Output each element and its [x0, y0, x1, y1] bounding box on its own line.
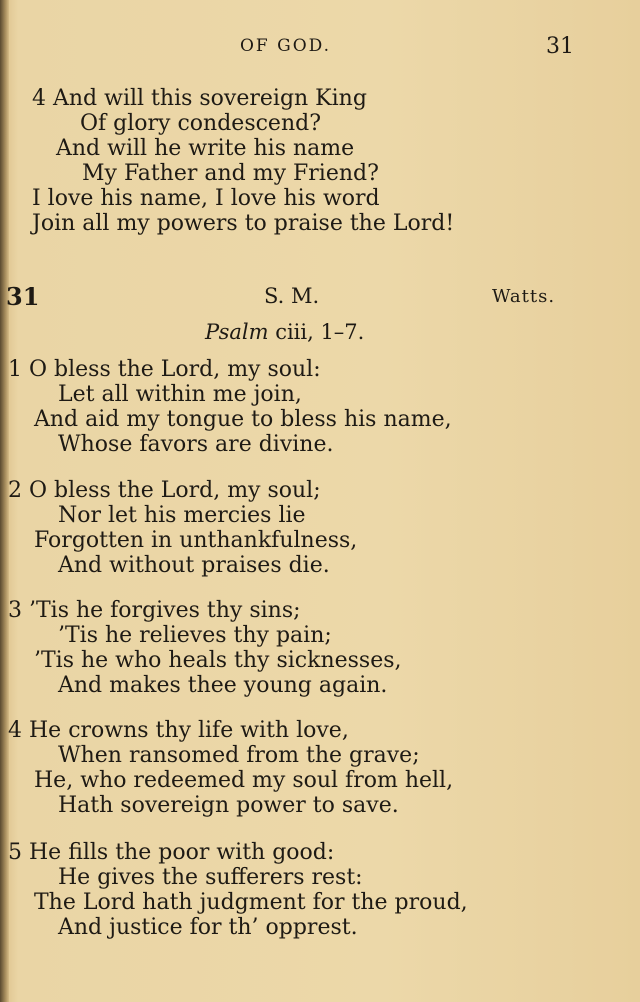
scripture-chapter-verses: ciii, 1–7.: [275, 320, 365, 344]
hymn-number: 31: [6, 282, 40, 311]
verse-line: Whose favors are divine.: [58, 432, 334, 457]
verse-line: Of glory condescend?: [80, 111, 321, 136]
scripture-book: Psalm: [205, 320, 269, 344]
verse-line: I love his name, I love his word: [32, 186, 380, 211]
hymn-meter: S. M.: [264, 284, 320, 308]
verse-line: ’Tis he relieves thy pain;: [58, 623, 332, 648]
verse-line: He gives the sufferers rest:: [58, 865, 363, 890]
page-number: 31: [546, 34, 574, 59]
scripture-reference: [205, 320, 364, 344]
verse-line: Hath sovereign power to save.: [58, 793, 399, 818]
verse-line: The Lord hath judgment for the proud,: [34, 890, 468, 915]
verse-line: ’Tis he who heals thy sicknesses,: [34, 648, 402, 673]
verse-line: Join all my powers to praise the Lord!: [32, 211, 455, 236]
verse-line: Let all within me join,: [58, 382, 302, 407]
verse-line: When ransomed from the grave;: [58, 743, 420, 768]
verse-line: He, who redeemed my soul from hell,: [34, 768, 454, 793]
verse-line: Forgotten in unthankfulness,: [34, 528, 358, 553]
verse-line: Nor let his mercies lie: [58, 503, 306, 528]
hymn-author: Watts.: [492, 286, 556, 307]
verse-line: And aid my tongue to bless his name,: [34, 407, 452, 432]
running-head: [0, 34, 640, 62]
verse-line: And will he write his name: [56, 136, 355, 161]
running-head-title: OF GOD.: [240, 36, 332, 56]
verse-line: 5 He fills the poor with good:: [8, 840, 335, 865]
verse-line: 2 O bless the Lord, my soul;: [8, 478, 321, 503]
verse-line: 4 And will this sovereign King: [32, 86, 367, 111]
verse-line: My Father and my Friend?: [82, 161, 379, 186]
verse-line: And justice for th’ opprest.: [58, 915, 358, 940]
verse-line: 3 ’Tis he forgives thy sins;: [8, 598, 301, 623]
verse-line: 1 O bless the Lord, my soul:: [8, 357, 321, 382]
verse-line: And without praises die.: [58, 553, 330, 578]
verse-line: And makes thee young again.: [58, 673, 388, 698]
verse-line: 4 He crowns thy life with love,: [8, 718, 349, 743]
